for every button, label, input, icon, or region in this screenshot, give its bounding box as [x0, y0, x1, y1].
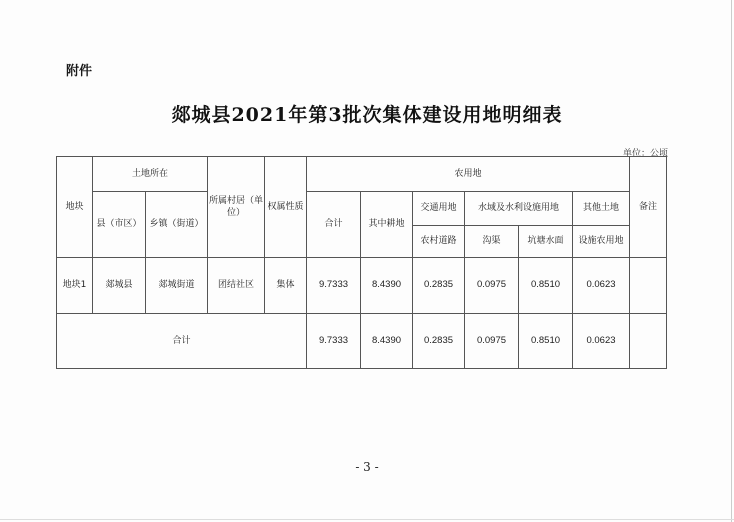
attachment-label: 附件 [66, 64, 93, 79]
header-county: 县（市区） [93, 192, 146, 258]
summary-pond: 0.8510 [519, 314, 573, 369]
cell-pond: 0.8510 [519, 258, 573, 314]
cell-facility: 0.0623 [573, 258, 630, 314]
header-water: 水域及水利设施用地 [465, 192, 573, 226]
summary-remark [630, 314, 667, 369]
table-row [57, 258, 667, 314]
header-agri-land: 农用地 [307, 157, 630, 192]
header-ditch: 沟渠 [465, 226, 519, 258]
header-other: 其他土地 [573, 192, 630, 226]
cell-total: 9.7333 [307, 258, 361, 314]
cell-ownership: 集体 [265, 258, 307, 314]
header-total: 合计 [307, 192, 361, 258]
land-detail-table [56, 156, 667, 369]
summary-row [57, 314, 667, 369]
summary-rural-road: 0.2835 [413, 314, 465, 369]
header-facility: 设施农用地 [573, 226, 630, 258]
header-remark: 备注 [630, 157, 667, 258]
summary-farmland: 8.4390 [361, 314, 413, 369]
cell-remark [630, 258, 667, 314]
cell-town: 郯城街道 [146, 258, 208, 314]
document-title: 郯城县2021年第3批次集体建设用地明细表 [171, 104, 563, 126]
summary-label: 合计 [57, 314, 307, 369]
header-ownership: 权属性质 [265, 157, 307, 258]
summary-facility: 0.0623 [573, 314, 630, 369]
cell-village: 团结社区 [208, 258, 265, 314]
cell-plot: 地块1 [57, 258, 93, 314]
header-pond: 坑塘水面 [519, 226, 573, 258]
summary-ditch: 0.0975 [465, 314, 519, 369]
cell-farmland: 8.4390 [361, 258, 413, 314]
summary-total: 9.7333 [307, 314, 361, 369]
cell-ditch: 0.0975 [465, 258, 519, 314]
header-rural-road: 农村道路 [413, 226, 465, 258]
page-number: - 3 - [355, 460, 379, 474]
header-village: 所属村居（单位） [208, 157, 265, 258]
scan-edge-right [731, 0, 732, 522]
header-farmland: 其中耕地 [361, 192, 413, 258]
unit-note: 单位：公顷 [622, 149, 668, 159]
header-transport: 交通用地 [413, 192, 465, 226]
header-plot: 地块 [57, 157, 93, 258]
scan-edge-bottom [0, 519, 734, 520]
header-town: 乡镇（街道） [146, 192, 208, 258]
header-land-location: 土地所在 [93, 157, 208, 192]
cell-county: 郯城县 [93, 258, 146, 314]
cell-rural-road: 0.2835 [413, 258, 465, 314]
